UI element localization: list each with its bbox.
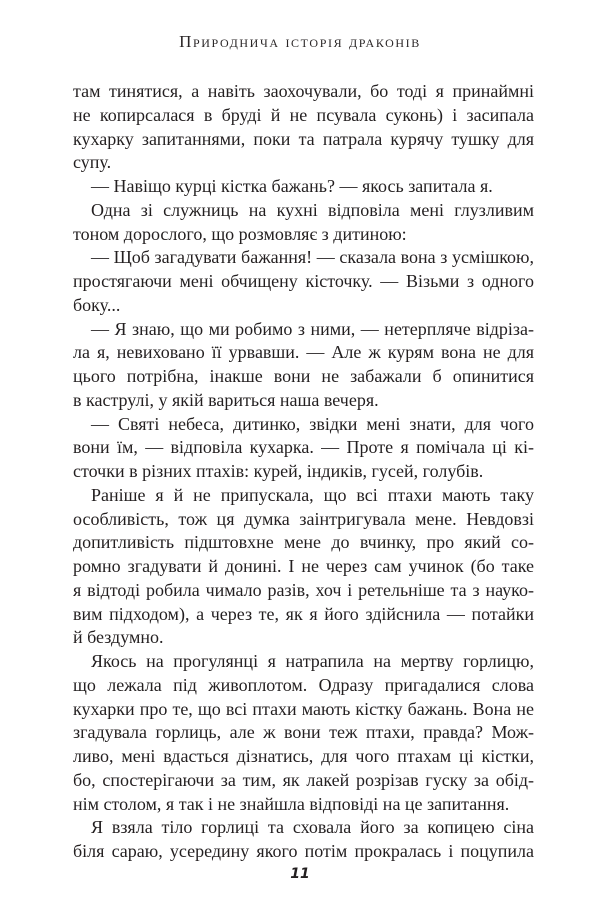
- paragraph: [73, 175, 534, 199]
- text-line: допитливість підштовхне мене до вчинку, про який со-: [73, 532, 534, 553]
- text-line: в каструлі, у якій вариться наша вечеря.: [73, 389, 379, 410]
- text-line: там тинятися, а навіть заохочували, бо тоді я принаймні: [73, 81, 534, 101]
- text-line: бо, спостерігаючи за тим, як лакей розрізав гуску за обід-: [73, 769, 534, 790]
- paragraph: [73, 199, 534, 247]
- paragraph: [73, 484, 534, 650]
- text-line: — Щоб загадувати бажання! — сказала вона з усмішкою,: [91, 247, 534, 268]
- paragraph: [73, 318, 534, 413]
- text-line: Якось на прогулянці я натрапила на мертву горлицю,: [91, 651, 534, 671]
- paragraph: [73, 650, 534, 816]
- text-line: супу.: [73, 152, 112, 173]
- text-line: простягаючи мені обчищену кісточку. — Візьми з одного: [73, 271, 534, 291]
- text-line: Одна зі служниць на кухні відповіла мені глузливим: [91, 199, 534, 220]
- text-line: ромно згадувати й донині. І не через сам учинок (бо таке: [73, 556, 534, 576]
- text-line: ливо, мені вдасться дізнатись, для чого птахам ці кістки,: [73, 746, 534, 766]
- text-line: я відтоді робила чимало разів, хоч і ретельніше та з науко-: [73, 579, 534, 600]
- paragraph: [73, 413, 534, 484]
- text-line: — Я знаю, що ми робимо з ними, — нетерпляче відріза-: [91, 318, 534, 339]
- text-line: ла я, невиховано її урвавши. — Але ж курям вона не для: [73, 342, 534, 363]
- text-line: вим підходом), а через те, як я його здійснила — потайки: [73, 603, 534, 624]
- text-line: не копирсалася в бруді й не псувала суконь) і засипала: [73, 104, 534, 125]
- text-line: кухарки про те, що всі птахи мають кістку бажань. Вона не: [73, 698, 534, 719]
- text-line: сточки в різних птахів: курей, індиків, гусей, голубів.: [73, 461, 484, 481]
- paragraph: [73, 246, 534, 317]
- text-line: — Навіщо курці кістка бажань? — якось запитала я.: [91, 176, 493, 196]
- text-line: кухарку запитаннями, поки та патрала курячу тушку для: [73, 128, 534, 149]
- running-head: Природнича історія драконів: [179, 32, 421, 51]
- text-line: Я взяла тіло горлиці та сховала його за копицею сіна: [91, 817, 534, 838]
- text-line: вони їм, — відповіла кухарка. — Проте я помічала ці кі-: [73, 437, 534, 458]
- text-line: особливість, тож ця думка заінтригувала мене. Невдовзі: [73, 508, 534, 529]
- text-line: згадувала горлиць, але ж вони теж птахи, правда? Мож-: [73, 722, 534, 743]
- paragraph: [73, 80, 534, 175]
- text-line: що лежала під живоплотом. Одразу пригадалися слова: [73, 674, 534, 695]
- text-line: боку...: [73, 294, 121, 315]
- text-line: цього потрібна, інакше вони не забажали б опинитися: [73, 366, 534, 386]
- text-line: й бездумно.: [73, 627, 164, 648]
- paragraph: [73, 816, 534, 864]
- text-line: тоном дорослого, що розмовляє з дитиною:: [73, 223, 407, 244]
- text-line: біля сараю, усередину якого потім прокралась і поцупила: [73, 841, 534, 861]
- text-line: Раніше я й не припускала, що всі птахи мають таку: [91, 484, 534, 505]
- page-number: 11: [290, 866, 310, 882]
- text-line: нім столом, я так і не знайшла відповіді на це запитання.: [73, 793, 510, 814]
- text-line: — Святі небеса, дитинко, звідки мені знати, для чого: [91, 413, 534, 434]
- body-text: [73, 80, 534, 864]
